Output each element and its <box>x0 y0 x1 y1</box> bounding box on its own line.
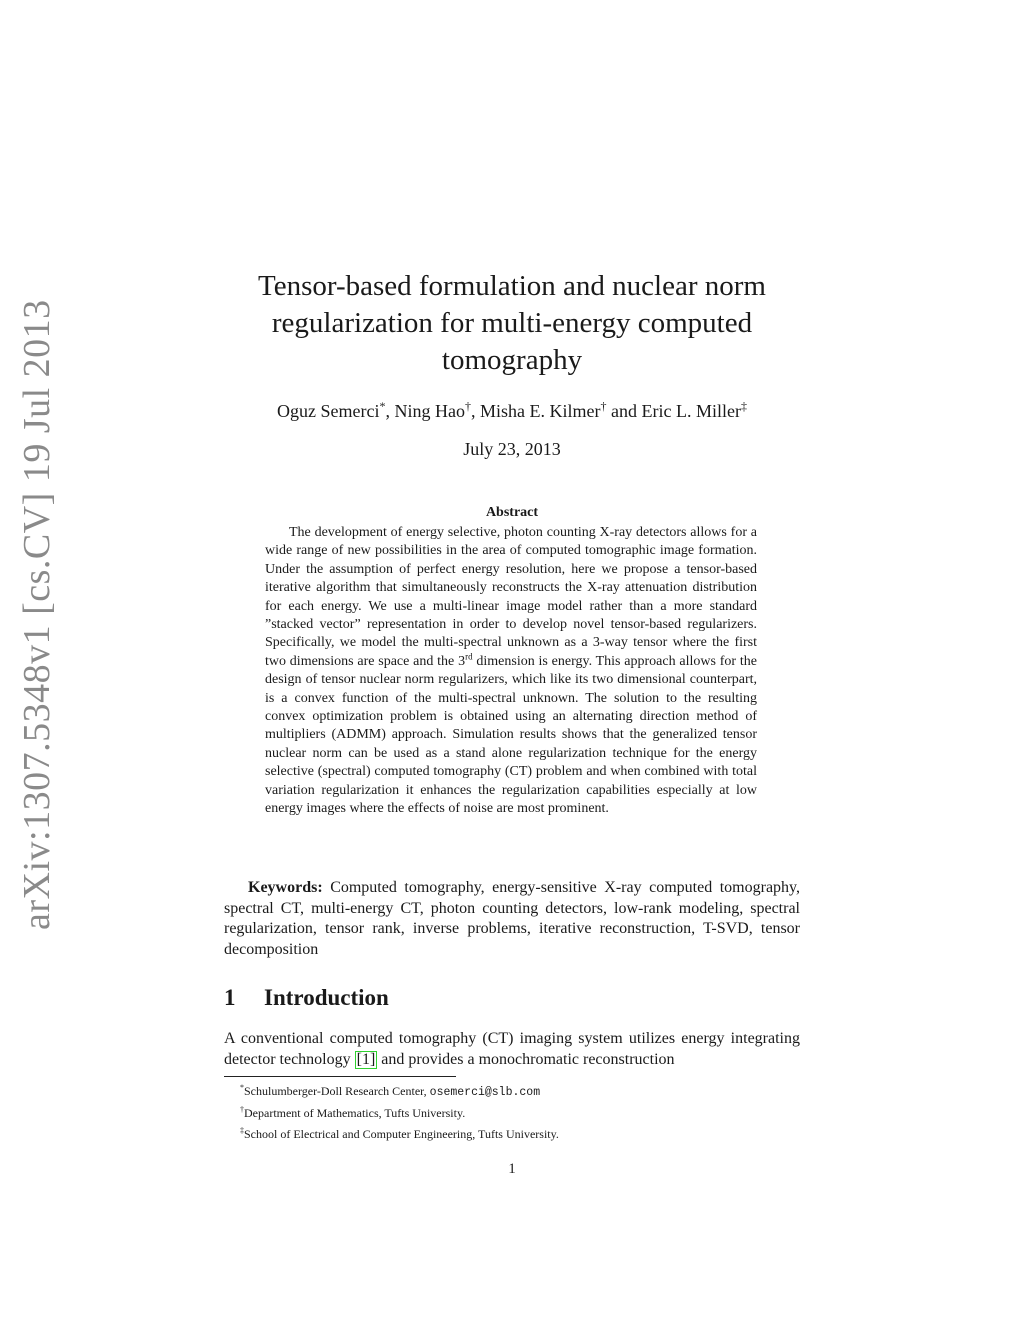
affiliation-mark: ‡ <box>740 399 747 413</box>
paper-title: Tensor-based formulation and nuclear norm regularization for multi-energy computed tomography <box>258 270 766 376</box>
affiliation-mark: † <box>465 399 471 413</box>
footnote-3 <box>240 1122 800 1143</box>
section-title: Introduction <box>264 985 389 1010</box>
superscript-rd: rd <box>465 651 473 662</box>
abstract-text <box>265 524 757 819</box>
footnote-text: Schulumberger-Doll Research Center, <box>244 1084 427 1098</box>
footnote-mark: * <box>240 1083 244 1092</box>
keywords-text: Computed tomography, energy-sensitive X-ray computed tomography, spectral CT, multi-energy CT, photon counting detectors, low-rank modeling, spectral regularization, tensor rank, inverse problems, iterative reconstruction, T-SVD, tensor decomposition <box>224 879 800 958</box>
author-name: Eric L. Miller <box>641 401 741 421</box>
author-name: Ning Hao <box>394 401 465 421</box>
affiliation-mark: † <box>600 399 607 413</box>
abstract-text-part: The development of energy selective, photon counting X-ray detectors allows for a wide range of new possibilities in the area of computed tomographic image formation. Under the assumption of perfect energy resolution, here we propose a tensor-based iterative algorithm that simultaneously reconstructs the X-ray attenuation distribution for each energy. We use a multi-linear image model rather than a more standard ”stacked vector” representation in order to develop novel tensor-based regularizers. Specifically, we model the multi-spectral unknown as a 3-way tensor where the first two dimensions are space and the 3 <box>265 525 757 669</box>
email-link[interactable]: osemerci@slb.com <box>429 1086 541 1099</box>
author-list: Oguz Semerci*, Ning Hao†, Misha E. Kilmer† and Eric L. Miller‡ <box>277 399 747 421</box>
author-name: Misha E. Kilmer <box>480 401 601 421</box>
footnotes <box>240 1079 800 1143</box>
footnote-divider <box>224 1076 456 1077</box>
keywords-label: Keywords: <box>248 879 323 896</box>
author-name: Oguz Semerci <box>277 401 380 421</box>
section-heading <box>224 985 389 1011</box>
abstract-text-part: dimension is energy. This approach allows for the design of tensor nuclear norm regularizers, which like its two dimensional counterpart, is a convex function of the multi-spectral unknown. The solution to the resulting convex optimization problem is obtained using an alternating direction method of multipliers (ADMM) approach. Simulation results shows that the generalized tensor nuclear norm can be used as a stand alone regularization technique for the energy selective (spectral) computed tomography (CT) problem and when combined with total variation regularization it enhances the regularization capabilities especially at low energy images where the effects of noise are most prominent. <box>265 653 757 817</box>
citation-link[interactable]: [1] <box>356 1051 376 1068</box>
footnote-text: Department of Mathematics, Tufts University. <box>244 1106 466 1120</box>
intro-text-part: A conventional computed tomography (CT) imaging system utilizes energy integrating detector technology <box>224 1030 800 1068</box>
abstract-heading: Abstract <box>485 505 539 520</box>
author-conjunction: and <box>610 401 637 421</box>
intro-text-part: and provides a monochromatic reconstruction <box>381 1051 675 1068</box>
page-number: 1 <box>508 1161 516 1177</box>
footnote-2 <box>240 1101 800 1122</box>
section-number: 1 <box>224 985 236 1010</box>
footnote-mark: † <box>240 1105 244 1114</box>
arxiv-identifier-stamp: arXiv:1307.5348v1 [cs.CV] 19 Jul 2013 <box>16 299 58 930</box>
footnote-1 <box>240 1079 800 1101</box>
affiliation-mark: * <box>379 399 386 413</box>
footnote-mark: ‡ <box>240 1126 244 1135</box>
footnote-text: School of Electrical and Computer Engineering, Tufts University. <box>244 1127 559 1141</box>
introduction-paragraph <box>224 1028 800 1070</box>
keywords-paragraph <box>224 878 800 960</box>
publication-date: July 23, 2013 <box>463 439 561 459</box>
